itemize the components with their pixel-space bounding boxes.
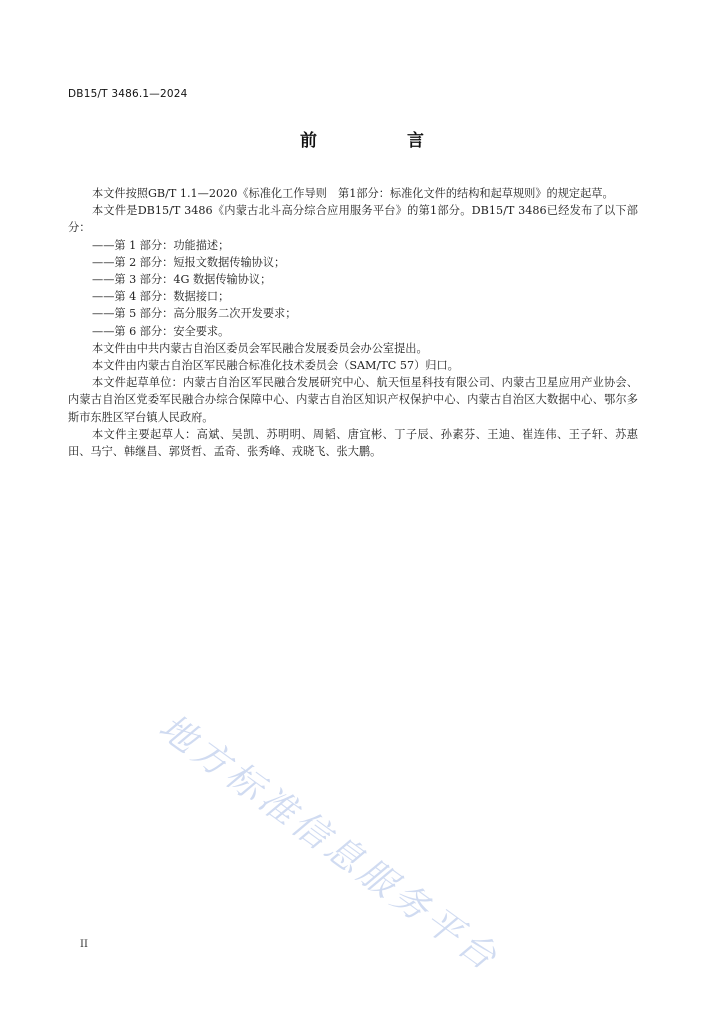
list-item-part-3: ——第 3 部分：4G 数据传输协议；	[92, 273, 272, 287]
list-item-part-2: ——第 2 部分：短报文数据传输协议；	[92, 255, 286, 269]
paragraph-centralized-by: 本文件由内蒙古自治区军民融合标准化技术委员会（SAM/TC 57）归口。	[92, 359, 459, 373]
list-item-part-4: ——第 4 部分：数据接口；	[92, 290, 230, 304]
list-item-part-5: ——第 5 部分：高分服务二次开发要求；	[92, 307, 297, 321]
page-number: II	[80, 939, 88, 950]
watermark: 地方标准信息服务平台	[151, 706, 508, 981]
paragraph-drafters: 本文件主要起草人：高斌、吴凯、苏明明、周韬、唐宜彬、丁子辰、孙素芬、王迪、崔连伟、王子轩、苏惠田、马宁、韩继昌、郭贤哲、孟奇、张秀峰、戎晓飞、张大鹏。	[68, 427, 638, 459]
page-title: 前 言	[300, 131, 466, 151]
paragraph-proposer: 本文件由中共内蒙古自治区委员会军民融合发展委员会办公室提出。	[92, 341, 428, 355]
paragraph-drafting-units: 本文件起草单位：内蒙古自治区军民融合发展研究中心、航天恒星科技有限公司、内蒙古卫星应用产业协会、内蒙古自治区党委军民融合办综合保障中心、内蒙古自治区知识产权保护中心、内蒙古自治区大数据中心、鄂尔多斯市东胜区罕台镇人民政府。	[68, 376, 638, 424]
list-item-part-1: ——第 1 部分：功能描述；	[92, 238, 230, 252]
foreword-body	[68, 185, 638, 460]
paragraph-parts-intro: 本文件是DB15/T 3486《内蒙古北斗高分综合应用服务平台》的第1部分。DB15/T 3486已经发布了以下部分：	[68, 204, 638, 235]
list-item-part-6: ——第 6 部分：安全要求。	[92, 324, 230, 338]
paragraph-drafting-rules: 本文件按照GB/T 1.1—2020《标准化工作导则 第1部分：标准化文件的结构和起草规则》的规定起草。	[92, 187, 614, 200]
document-code: DB15/T 3486.1—2024	[68, 88, 188, 100]
